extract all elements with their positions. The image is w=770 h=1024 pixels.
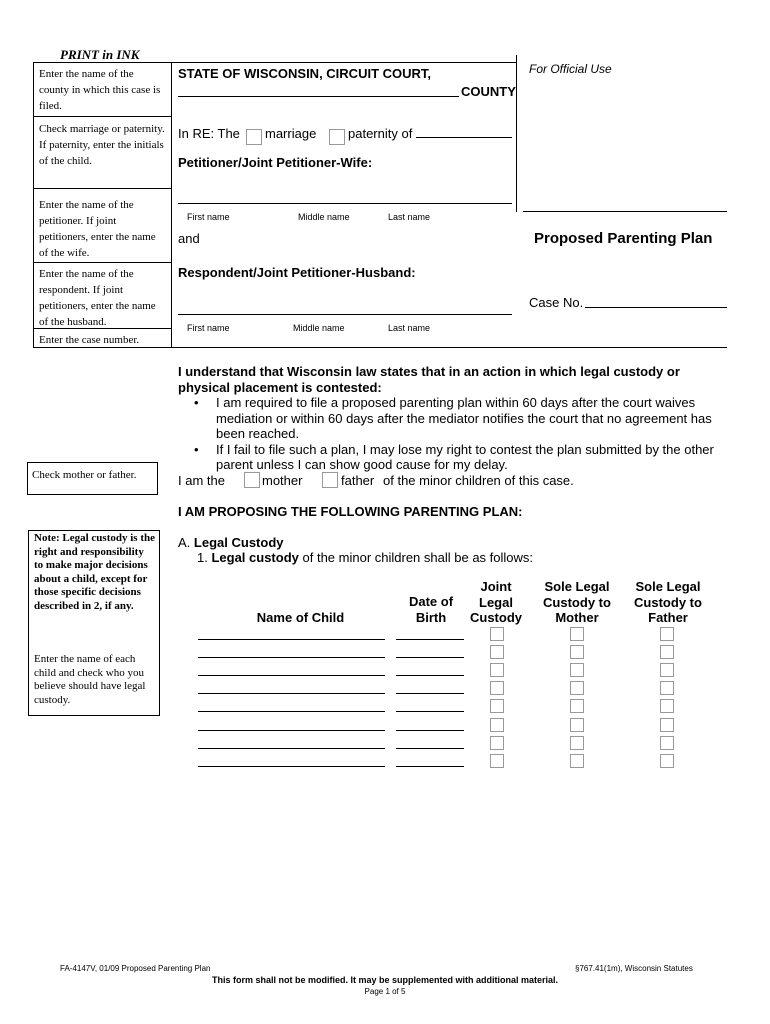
sole-father-checkbox[interactable] <box>660 663 674 677</box>
father-checkbox[interactable] <box>322 472 338 488</box>
respondent-last-name-label: Last name <box>388 323 431 333</box>
footer-statute: §767.41(1m), Wisconsin Statutes <box>575 964 693 973</box>
child-name-input-line[interactable] <box>198 766 385 767</box>
and-label: and <box>178 231 200 246</box>
note-mother-father: Check mother or father. <box>32 469 137 481</box>
petitioner-last-name-label: Last name <box>388 212 431 222</box>
sole-mother-checkbox[interactable] <box>570 736 584 750</box>
official-use-divider <box>516 55 517 212</box>
header-joint-legal-custody: Joint Legal Custody <box>470 579 522 625</box>
paternity-checkbox[interactable] <box>329 129 345 145</box>
sole-father-checkbox[interactable] <box>660 645 674 659</box>
child-name-input-line[interactable] <box>198 657 385 658</box>
respondent-name-input-line[interactable] <box>178 314 512 315</box>
joint-custody-checkbox[interactable] <box>490 718 504 732</box>
proposing-heading: I AM PROPOSING THE FOLLOWING PARENTING PLAN: <box>178 504 523 519</box>
paternity-of-label: paternity of <box>348 126 413 141</box>
header-name-of-child: Name of Child <box>256 610 345 625</box>
child-name-input-line[interactable] <box>198 639 385 640</box>
birth-date-input-line[interactable] <box>396 639 464 640</box>
sole-father-checkbox[interactable] <box>660 718 674 732</box>
understand-statement: I understand that Wisconsin law states that in an action in which legal custody or physical placement is contested: <box>178 364 680 395</box>
child-name-input-line[interactable] <box>198 748 385 749</box>
requirements-list <box>178 395 743 473</box>
sole-father-checkbox[interactable] <box>660 681 674 695</box>
minor-children-label: of the minor children of this case. <box>383 473 574 488</box>
joint-custody-checkbox[interactable] <box>490 663 504 677</box>
header-date-of-birth: Date of Birth <box>408 594 454 625</box>
child-name-input-line[interactable] <box>198 675 385 676</box>
child-name-input-line[interactable] <box>198 730 385 731</box>
form-title: Proposed Parenting Plan <box>534 230 713 247</box>
divider <box>33 188 172 189</box>
birth-date-input-line[interactable] <box>396 657 464 658</box>
birth-date-input-line[interactable] <box>396 675 464 676</box>
sole-father-checkbox[interactable] <box>660 754 674 768</box>
item-1 <box>197 550 533 565</box>
footer-notice: This form shall not be modified. It may be supplemented with additional material. <box>211 975 559 985</box>
respondent-first-name-label: First name <box>187 323 230 333</box>
marriage-checkbox[interactable] <box>246 129 262 145</box>
official-use-label: For Official Use <box>529 62 612 76</box>
requirement-text: I am required to file a proposed parenting plan within 60 days after the court waives mediation or within 60 days after the mediator notifies the court that no agreement has been reached. <box>216 395 712 441</box>
case-no-label: Case No. <box>529 295 584 310</box>
caption-bottom-rule <box>172 347 727 348</box>
sole-father-checkbox[interactable] <box>660 627 674 641</box>
respondent-middle-name-label: Middle name <box>293 323 345 333</box>
item-1-bold: Legal custody <box>211 550 299 565</box>
note-legal-custody: Note: Legal custody is the right and responsibility to make major decisions about a child, except for those specific decisions described in 2, if any. <box>34 532 155 612</box>
petitioner-label: Petitioner/Joint Petitioner-Wife: <box>178 155 373 170</box>
note-marriage: Check marriage or paternity. If paternity, enter the initials of the child. <box>39 123 165 167</box>
petitioner-name-input-line[interactable] <box>178 203 512 204</box>
header-sole-custody-mother: Sole Legal Custody to Mother <box>543 579 611 625</box>
county-label: COUNTY <box>461 84 516 99</box>
i-am-the-label: I am the <box>178 473 225 488</box>
joint-custody-checkbox[interactable] <box>490 699 504 713</box>
official-use-bottom-rule <box>523 211 727 212</box>
joint-custody-checkbox[interactable] <box>490 645 504 659</box>
case-no-input-line[interactable] <box>585 307 727 308</box>
footer-page-number: Page 1 of 5 <box>364 987 406 996</box>
father-label: father <box>341 473 375 488</box>
child-name-input-line[interactable] <box>198 693 385 694</box>
sole-mother-checkbox[interactable] <box>570 663 584 677</box>
note-county: Enter the name of the county in which this case is filed. <box>39 68 161 112</box>
joint-custody-checkbox[interactable] <box>490 681 504 695</box>
marriage-label: marriage <box>265 126 317 141</box>
sole-mother-checkbox[interactable] <box>570 754 584 768</box>
joint-custody-checkbox[interactable] <box>490 627 504 641</box>
sole-father-checkbox[interactable] <box>660 736 674 750</box>
sole-mother-checkbox[interactable] <box>570 627 584 641</box>
child-name-input-line[interactable] <box>198 711 385 712</box>
birth-date-input-line[interactable] <box>396 693 464 694</box>
petitioner-middle-name-label: Middle name <box>298 212 350 222</box>
bullet-icon: • <box>194 395 199 410</box>
note-children: Enter the name of each child and check who you believe should have legal custody. <box>34 653 146 706</box>
sole-mother-checkbox[interactable] <box>570 645 584 659</box>
birth-date-input-line[interactable] <box>396 748 464 749</box>
note-respondent: Enter the name of the respondent. If joint petitioners, enter the name of the husband. <box>39 268 156 328</box>
county-input-line[interactable] <box>178 96 459 97</box>
mother-checkbox[interactable] <box>244 472 260 488</box>
sole-mother-checkbox[interactable] <box>570 699 584 713</box>
sole-mother-checkbox[interactable] <box>570 718 584 732</box>
respondent-label: Respondent/Joint Petitioner-Husband: <box>178 265 416 280</box>
print-in-ink-label: PRINT in INK <box>60 47 140 62</box>
footer-form-id: FA-4147V, 01/09 Proposed Parenting Plan <box>60 964 211 973</box>
joint-custody-checkbox[interactable] <box>490 754 504 768</box>
requirement-text: If I fail to file such a plan, I may lose my right to contest the plan submitted by the other parent unless I can show good cause for my delay. <box>216 441 714 472</box>
birth-date-input-line[interactable] <box>396 766 464 767</box>
mother-label: mother <box>262 473 303 488</box>
divider <box>33 116 172 117</box>
joint-custody-checkbox[interactable] <box>490 736 504 750</box>
requirement-item <box>178 442 743 473</box>
section-a-letter: A. <box>178 535 191 550</box>
child-initials-input-line[interactable] <box>416 137 512 138</box>
birth-date-input-line[interactable] <box>396 730 464 731</box>
section-a-title: Legal Custody <box>193 535 284 550</box>
item-1-number: 1. <box>197 550 208 565</box>
sole-mother-checkbox[interactable] <box>570 681 584 695</box>
header-sole-custody-father: Sole Legal Custody to Father <box>634 579 702 625</box>
petitioner-first-name-label: First name <box>187 212 230 222</box>
note-case-number: Enter the case number. <box>39 334 140 346</box>
note-petitioner: Enter the name of the petitioner. If joint petitioners, enter the name of the wife. <box>39 199 156 259</box>
sole-father-checkbox[interactable] <box>660 699 674 713</box>
birth-date-input-line[interactable] <box>396 711 464 712</box>
in-re-label: In RE: The <box>178 126 240 141</box>
bullet-icon: • <box>194 441 199 457</box>
caption-top-rule <box>172 62 517 63</box>
requirement-item <box>178 395 743 442</box>
court-title: STATE OF WISCONSIN, CIRCUIT COURT, <box>178 66 432 81</box>
section-a-heading <box>178 535 284 550</box>
item-1-rest: of the minor children shall be as follows: <box>298 550 534 565</box>
